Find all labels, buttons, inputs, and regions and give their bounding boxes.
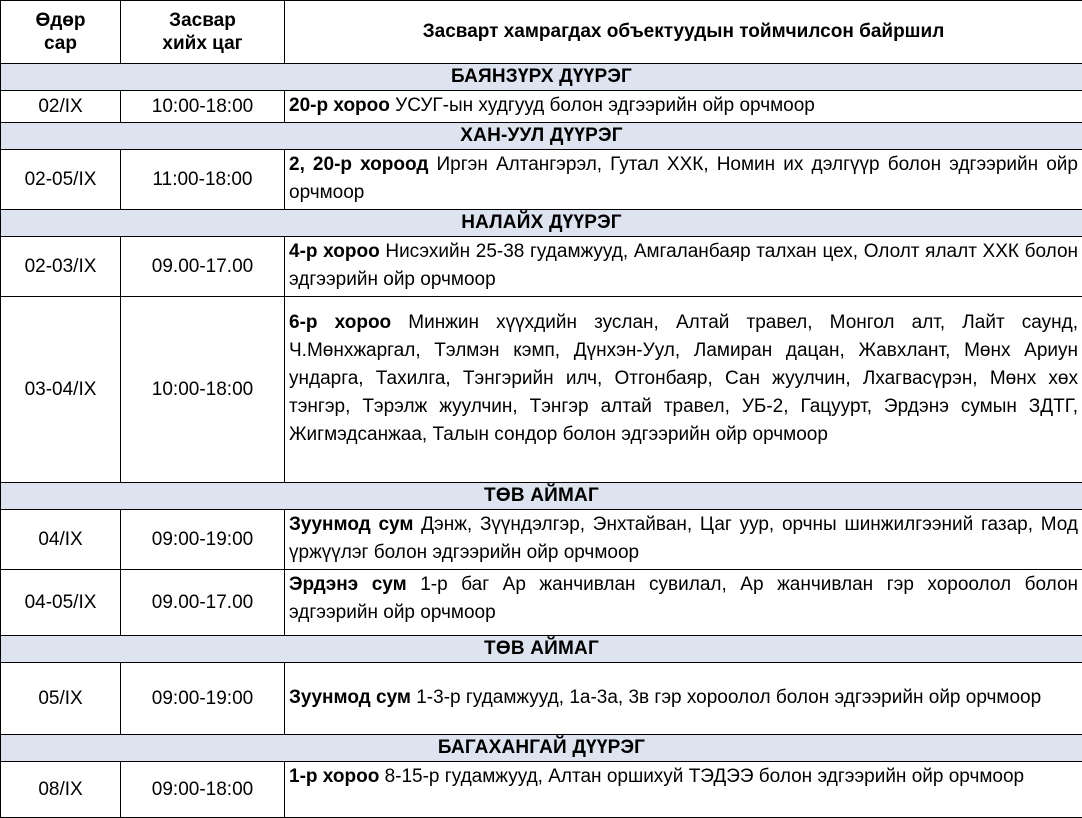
row-desc: Дэнж, Зүүндэлгэр, Энхтайван, Цаг уур, орчны шинжилгээний газар, Мод үржүүлэг болон эдгээрийн ойр орчмоор — [289, 514, 1078, 563]
row-date: 02-03/IX — [1, 237, 121, 297]
row-time: 09.00-17.00 — [121, 570, 285, 636]
row-time: 09.00-17.00 — [121, 237, 285, 297]
row-date: 08/IX — [1, 762, 121, 818]
section-title: ТӨВ АЙМАГ — [1, 483, 1082, 510]
row-desc: 8-15-р гудамжууд, Алтан оршихуй ТЭДЭЭ болон эдгээрийн ойр орчмоор — [379, 766, 1024, 787]
table-row — [1, 150, 1082, 210]
table-row — [1, 663, 1082, 735]
section-row — [1, 483, 1082, 510]
row-date: 04/IX — [1, 510, 121, 570]
row-place: 2, 20-р хороод — [289, 154, 428, 175]
column-header-time — [121, 1, 285, 64]
row-time: 10:00-18:00 — [121, 297, 285, 483]
row-time: 10:00-18:00 — [121, 91, 285, 123]
row-date: 02-05/IX — [1, 150, 121, 210]
row-time: 09:00-18:00 — [121, 762, 285, 818]
row-location — [285, 237, 1082, 297]
row-desc: 1-р баг Ар жанчивлан сувилал, Ар жанчивлан гэр хороолол болон эдгээрийн ойр орчмоор — [289, 574, 1078, 623]
column-header-time-line2: хийх цаг — [162, 33, 242, 54]
row-desc: Минжин хүүхдийн зуслан, Алтай травел, Монгол алт, Лайт саунд, Ч.Мөнхжаргал, Тэлмэн кэмп, Дүнхэн-Уул, Ламиран дацан, Жавхлант, Мөнх Ариун ундарга, Тахилга, Тэнгэрийн илч, Отгонбаяр, Сан жуулчин, Лхагвасүрэн, Мөнх хөх тэнгэр, Тэрэлж жуулчин, Тэнгэр алтай травел, УБ-2, Гацуурт, Эрдэнэ сумын ЗДТГ, Жигмэдсанжаа, Талын сондор болон эдгээрийн ойр орчмоор — [289, 312, 1078, 445]
column-header-location: Засварт хамрагдах объектуудын тоймчилсон байршил — [285, 1, 1082, 64]
row-date: 05/IX — [1, 663, 121, 735]
row-location — [285, 150, 1082, 210]
row-place: 6-р хороо — [289, 312, 391, 333]
table-row — [1, 237, 1082, 297]
row-location — [285, 510, 1082, 570]
row-date: 02/IX — [1, 91, 121, 123]
row-place: 1-р хороо — [289, 766, 379, 787]
row-desc: Иргэн Алтангэрэл, Гутал ХХК, Номин их дэлгүүр болон эдгээрийн ойр орчмоор — [289, 154, 1078, 203]
row-time: 09:00-19:00 — [121, 663, 285, 735]
section-row — [1, 210, 1082, 237]
table-header-row — [1, 1, 1082, 64]
table-row — [1, 510, 1082, 570]
row-location — [285, 663, 1082, 735]
row-time: 11:00-18:00 — [121, 150, 285, 210]
section-title: БАЯНЗҮРХ ДҮҮРЭГ — [1, 64, 1082, 91]
row-place: Зуунмод сум — [289, 687, 411, 708]
column-header-date-line1: Өдөр — [35, 10, 85, 31]
table-row — [1, 297, 1082, 483]
section-title: ТӨВ АЙМАГ — [1, 636, 1082, 663]
row-desc: Нисэхийн 25-38 гудамжууд, Амгаланбаяр талхан цех, Ололт ялалт ХХК болон эдгээрийн ойр орчмоор — [289, 241, 1078, 290]
row-location — [285, 762, 1082, 818]
row-location — [285, 297, 1082, 483]
row-place: 20-р хороо — [289, 95, 390, 116]
section-row — [1, 636, 1082, 663]
column-header-date-line2: сар — [44, 33, 77, 54]
row-date: 04-05/IX — [1, 570, 121, 636]
column-header-date — [1, 1, 121, 64]
row-desc: 1-3-р гудамжууд, 1а-3а, 3в гэр хороолол болон эдгээрийн ойр орчмоор — [411, 687, 1041, 708]
section-row — [1, 123, 1082, 150]
table-row — [1, 570, 1082, 636]
section-title: БАГАХАНГАЙ ДҮҮРЭГ — [1, 735, 1082, 762]
row-desc: УСУГ-ын худгууд болон эдгээрийн ойр орчмоор — [390, 95, 815, 116]
column-header-time-line1: Засвар — [169, 10, 236, 31]
section-title: НАЛАЙХ ДҮҮРЭГ — [1, 210, 1082, 237]
row-location — [285, 570, 1082, 636]
table-row — [1, 91, 1082, 123]
row-date: 03-04/IX — [1, 297, 121, 483]
section-title: ХАН-УУЛ ДҮҮРЭГ — [1, 123, 1082, 150]
row-time: 09:00-19:00 — [121, 510, 285, 570]
row-place: 4-р хороо — [289, 241, 380, 262]
section-row — [1, 64, 1082, 91]
section-row — [1, 735, 1082, 762]
row-location — [285, 91, 1082, 123]
table-row — [1, 762, 1082, 818]
row-place: Эрдэнэ сум — [289, 574, 407, 595]
row-place: Зуунмод сум — [289, 514, 413, 535]
